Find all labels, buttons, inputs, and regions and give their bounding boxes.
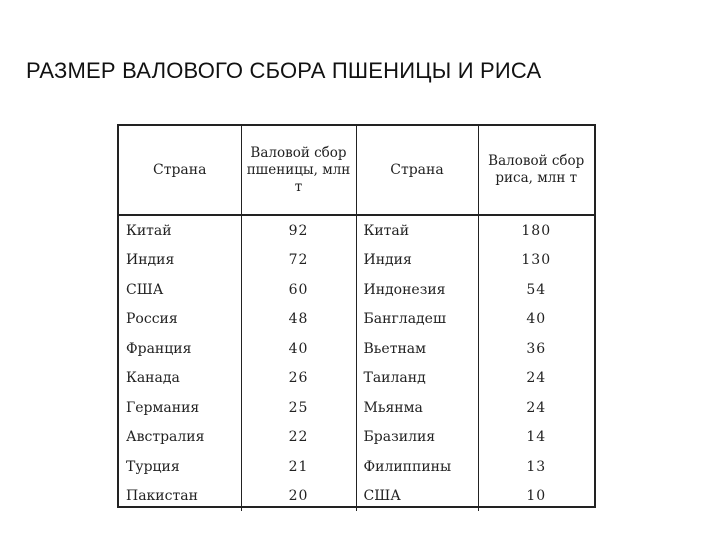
- rice-value-cell: 40: [526, 311, 547, 328]
- wheat-country-cell: Канада: [119, 364, 241, 394]
- wheat-value-cell: 20: [241, 482, 356, 512]
- wheat-value-cell: 22: [241, 423, 356, 453]
- wheat-country-cell: Германия: [119, 393, 241, 423]
- wheat-country-cell: Индия: [119, 246, 241, 276]
- wheat-country-cell: Пакистан: [119, 482, 241, 512]
- rice-value-cell: 130: [521, 252, 552, 269]
- rice-country-cell: США: [356, 482, 478, 512]
- wheat-value-cell: 21: [241, 452, 356, 482]
- wheat-country-cell: Франция: [119, 334, 241, 364]
- rice-country-cell: Индонезия: [356, 275, 478, 305]
- header-rice-harvest: Валовой сбор риса, млн т: [478, 126, 594, 215]
- harvest-table: [119, 126, 594, 511]
- wheat-country-cell: Китай: [119, 215, 241, 246]
- rice-country-cell: Бангладеш: [356, 305, 478, 335]
- table-row: [119, 275, 594, 305]
- wheat-value-cell: 92: [241, 215, 356, 246]
- wheat-country-cell: Турция: [119, 452, 241, 482]
- table-row: [119, 393, 594, 423]
- rice-value-cell: 10: [526, 488, 547, 505]
- rice-value-cell: 36: [526, 340, 547, 357]
- rice-value-cell: 180: [521, 222, 552, 239]
- rice-country-cell: Вьетнам: [356, 334, 478, 364]
- header-country-wheat: Страна: [119, 126, 241, 215]
- rice-country-cell: Индия: [356, 246, 478, 276]
- harvest-table-frame: [117, 124, 596, 508]
- wheat-value-cell: 48: [241, 305, 356, 335]
- wheat-value-cell: 40: [241, 334, 356, 364]
- table-row: [119, 452, 594, 482]
- rice-country-cell: Таиланд: [356, 364, 478, 394]
- wheat-value-cell: 72: [241, 246, 356, 276]
- table-row: [119, 364, 594, 394]
- wheat-value-cell: 25: [241, 393, 356, 423]
- header-country-rice: Страна: [356, 126, 478, 215]
- table-header-row: [119, 126, 594, 215]
- table-row: [119, 246, 594, 276]
- rice-country-cell: Китай: [356, 215, 478, 246]
- rice-country-cell: Мьянма: [356, 393, 478, 423]
- table-row: [119, 215, 594, 246]
- slide-title: РАЗМЕР ВАЛОВОГО СБОРА ПШЕНИЦЫ И РИСА: [26, 58, 542, 83]
- table-row: [119, 305, 594, 335]
- rice-value-cell: 24: [526, 370, 547, 387]
- rice-country-cell: Бразилия: [356, 423, 478, 453]
- wheat-value-cell: 60: [241, 275, 356, 305]
- rice-value-cell: 54: [526, 281, 547, 298]
- header-wheat-harvest: Валовой сбор пшеницы, млн т: [241, 126, 356, 215]
- wheat-country-cell: Россия: [119, 305, 241, 335]
- table-row: [119, 423, 594, 453]
- table-row: [119, 482, 594, 512]
- rice-value-cell: 24: [526, 399, 547, 416]
- wheat-value-cell: 26: [241, 364, 356, 394]
- rice-value-cell: 13: [526, 458, 547, 475]
- wheat-country-cell: Австралия: [119, 423, 241, 453]
- rice-country-cell: Филиппины: [356, 452, 478, 482]
- rice-value-cell: 14: [526, 429, 547, 446]
- table-row: [119, 334, 594, 364]
- wheat-country-cell: США: [119, 275, 241, 305]
